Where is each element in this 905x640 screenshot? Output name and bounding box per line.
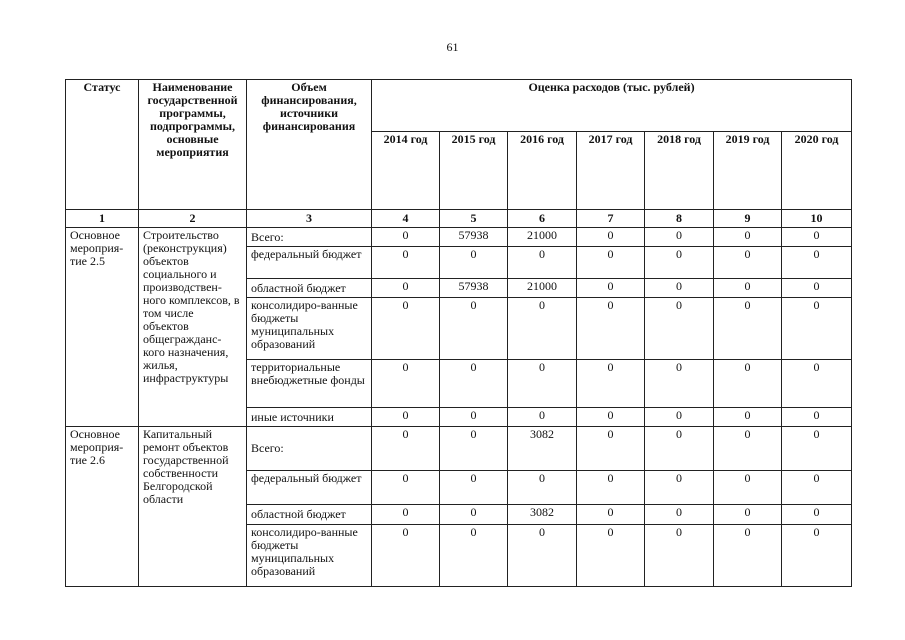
value-cell: 21000 (508, 279, 577, 298)
source-cell: областной бюджет (247, 505, 372, 525)
header-year: 2019 год (714, 132, 782, 210)
value-cell: 0 (508, 360, 577, 408)
value-cell: 0 (782, 525, 852, 587)
value-cell: 0 (645, 247, 714, 279)
value-cell: 0 (782, 471, 852, 505)
value-cell: 0 (508, 408, 577, 427)
header-year: 2020 год (782, 132, 852, 210)
value-cell: 0 (372, 505, 440, 525)
value-cell: 0 (577, 360, 645, 408)
value-cell: 0 (714, 360, 782, 408)
value-cell: 0 (577, 427, 645, 471)
value-cell: 0 (372, 228, 440, 247)
value-cell: 0 (714, 471, 782, 505)
value-cell: 0 (440, 298, 508, 360)
value-cell: 0 (714, 279, 782, 298)
value-cell: 0 (577, 247, 645, 279)
value-cell: 0 (577, 228, 645, 247)
value-cell: 0 (645, 471, 714, 505)
value-cell: 0 (782, 298, 852, 360)
column-number: 2 (139, 210, 247, 228)
value-cell: 0 (645, 408, 714, 427)
value-cell: 0 (714, 298, 782, 360)
column-number: 10 (782, 210, 852, 228)
value-cell: 0 (440, 427, 508, 471)
header-year: 2016 год (508, 132, 577, 210)
status-cell: Основное мероприя-тие 2.6 (66, 427, 139, 587)
value-cell: 0 (645, 298, 714, 360)
value-cell: 0 (645, 505, 714, 525)
value-cell: 0 (508, 298, 577, 360)
value-cell: 0 (508, 525, 577, 587)
value-cell: 0 (577, 525, 645, 587)
value-cell: 0 (372, 298, 440, 360)
value-cell: 0 (440, 247, 508, 279)
header-year: 2015 год (440, 132, 508, 210)
value-cell: 0 (372, 279, 440, 298)
value-cell: 0 (645, 279, 714, 298)
column-number: 7 (577, 210, 645, 228)
value-cell: 0 (782, 427, 852, 471)
value-cell: 0 (782, 408, 852, 427)
value-cell: 57938 (440, 279, 508, 298)
value-cell: 0 (645, 525, 714, 587)
value-cell: 0 (714, 427, 782, 471)
page-number: 61 (446, 40, 459, 54)
value-cell: 0 (645, 427, 714, 471)
source-cell: консолидиро-ванные бюджеты муниципальных образований (247, 298, 372, 360)
value-cell: 0 (577, 279, 645, 298)
source-cell: федеральный бюджет (247, 247, 372, 279)
header-status: Статус (66, 80, 139, 210)
value-cell: 0 (645, 228, 714, 247)
source-cell: Всего: (247, 427, 372, 471)
value-cell: 0 (577, 408, 645, 427)
value-cell: 0 (372, 408, 440, 427)
value-cell: 0 (440, 360, 508, 408)
value-cell: 0 (714, 525, 782, 587)
value-cell: 0 (782, 279, 852, 298)
column-number-row (66, 210, 852, 228)
value-cell: 0 (714, 228, 782, 247)
header-year: 2017 год (577, 132, 645, 210)
source-cell: иные источники (247, 408, 372, 427)
value-cell: 21000 (508, 228, 577, 247)
program-name-cell: Строительство (реконструкция) объектов социального и производствен-ного комплексов, в том числе объектов общегражданс-кого назначения, жилья, инфраструктуры (139, 228, 247, 427)
value-cell: 3082 (508, 505, 577, 525)
table-row (66, 427, 852, 471)
value-cell: 0 (372, 471, 440, 505)
value-cell: 0 (372, 525, 440, 587)
column-number: 9 (714, 210, 782, 228)
value-cell: 0 (577, 505, 645, 525)
value-cell: 0 (714, 505, 782, 525)
value-cell: 0 (440, 471, 508, 505)
source-cell: консолидиро-ванные бюджеты муниципальных образований (247, 525, 372, 587)
value-cell: 0 (372, 247, 440, 279)
value-cell: 0 (372, 360, 440, 408)
column-number: 3 (247, 210, 372, 228)
value-cell: 0 (782, 505, 852, 525)
header-year: 2014 год (372, 132, 440, 210)
value-cell: 0 (782, 247, 852, 279)
source-cell: территориальные внебюджетные фонды (247, 360, 372, 408)
program-name-cell: Капитальный ремонт объектов государственной собственности Белгородской области (139, 427, 247, 587)
source-cell: Всего: (247, 228, 372, 247)
value-cell: 0 (645, 360, 714, 408)
header-estimate: Оценка расходов (тыс. рублей) (372, 80, 852, 132)
value-cell: 0 (372, 427, 440, 471)
value-cell: 0 (508, 471, 577, 505)
value-cell: 0 (440, 408, 508, 427)
value-cell: 0 (577, 298, 645, 360)
header-name: Наименование государственной программы, подпрограммы, основные мероприятия (139, 80, 247, 210)
value-cell: 0 (577, 471, 645, 505)
header-volume: Объем финансирования, источники финансирования (247, 80, 372, 210)
value-cell: 0 (714, 408, 782, 427)
status-cell: Основное мероприя-тие 2.5 (66, 228, 139, 427)
value-cell: 0 (782, 360, 852, 408)
value-cell: 0 (508, 247, 577, 279)
value-cell: 0 (440, 505, 508, 525)
value-cell: 0 (440, 525, 508, 587)
column-number: 6 (508, 210, 577, 228)
column-number: 8 (645, 210, 714, 228)
value-cell: 0 (782, 228, 852, 247)
column-number: 5 (440, 210, 508, 228)
value-cell: 3082 (508, 427, 577, 471)
header-year: 2018 год (645, 132, 714, 210)
value-cell: 57938 (440, 228, 508, 247)
source-cell: областной бюджет (247, 279, 372, 298)
column-number: 4 (372, 210, 440, 228)
budget-table (65, 79, 852, 587)
table-row (66, 228, 852, 247)
source-cell: федеральный бюджет (247, 471, 372, 505)
column-number: 1 (66, 210, 139, 228)
value-cell: 0 (714, 247, 782, 279)
